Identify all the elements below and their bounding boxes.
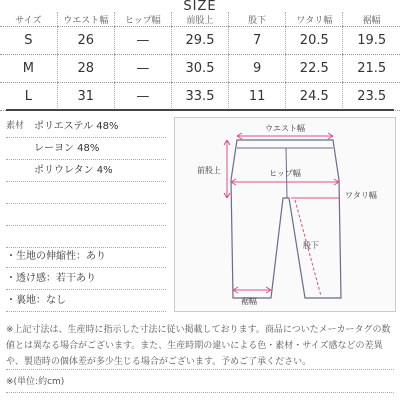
- measurement-diagram: [174, 117, 396, 312]
- front-rise-cell: 30.5: [171, 55, 228, 83]
- inseam-cell: 7: [229, 27, 286, 55]
- size-table: [0, 12, 400, 111]
- blank-row: [6, 182, 166, 204]
- note-sheer: ・透け感：若干あり: [6, 268, 166, 290]
- material-item: ポリエステル 48%: [34, 121, 119, 132]
- waist-cell: 26: [57, 27, 114, 55]
- note-lining: ・裏地：なし: [6, 290, 166, 312]
- waist-cell: 31: [57, 83, 114, 111]
- header-inseam: 股下: [229, 12, 286, 27]
- fabric-notes: [6, 246, 166, 312]
- front-rise-cell: 33.5: [171, 83, 228, 111]
- header-thigh: ワタリ幅: [286, 12, 343, 27]
- divider: [6, 369, 394, 371]
- thigh-cell: 20.5: [286, 27, 343, 55]
- material-panel: [6, 116, 166, 248]
- material-item: ポリウレタン 4%: [34, 165, 113, 176]
- inseam-label: 股下: [303, 241, 319, 250]
- inseam-cell: 9: [229, 55, 286, 83]
- blank-row: [6, 204, 166, 226]
- size-row-m: [0, 55, 400, 83]
- header-size: サイズ: [0, 12, 57, 27]
- material-row: [6, 116, 166, 138]
- unit-note: ※(単位:約cm): [6, 377, 65, 387]
- hip-cell: —: [114, 83, 171, 111]
- hip-label: ヒップ幅: [269, 169, 301, 178]
- hip-cell: —: [114, 55, 171, 83]
- size-table-header-row: [0, 12, 400, 27]
- material-row: [6, 138, 166, 160]
- header-hip: ヒップ幅: [114, 12, 171, 27]
- size-cell: S: [0, 27, 57, 55]
- material-item: レーヨン 48%: [34, 143, 100, 154]
- header-front-rise: 前股上: [171, 12, 228, 27]
- divider: [6, 392, 394, 394]
- inseam-cell: 11: [229, 83, 286, 111]
- pants-diagram: [175, 118, 395, 311]
- header-waist: ウエスト幅: [57, 12, 114, 27]
- waist-cell: 28: [57, 55, 114, 83]
- front-rise-label: 前股上: [197, 166, 221, 175]
- hem-cell: 23.5: [343, 83, 400, 111]
- hip-cell: —: [114, 27, 171, 55]
- size-row-l: [0, 83, 400, 111]
- front-rise-cell: 29.5: [171, 27, 228, 55]
- size-title: SIZE: [183, 0, 217, 14]
- thigh-cell: 22.5: [286, 55, 343, 83]
- hem-cell: 21.5: [343, 55, 400, 83]
- hem-cell: 19.5: [343, 27, 400, 55]
- hem-label: 裾幅: [241, 297, 257, 306]
- size-row-s: [0, 27, 400, 55]
- waist-label: ウエスト幅: [265, 124, 305, 133]
- blank-row: [6, 226, 166, 248]
- footnote: ※上記寸法は、生産時に指示した寸法に従い掲載しております。商品についたメーカータグの数値とは異なる場合がございます。また、生産時期の違いによる色・素材・サイズ感などの差異や、製造時の個体差が多少生じる場合がございます。予めご了承ください。: [6, 325, 391, 367]
- size-cell: M: [0, 55, 57, 83]
- note-stretch: ・生地の伸縮性：あり: [6, 246, 166, 268]
- thigh-label: ワタリ幅: [345, 191, 377, 200]
- table-bottom-rule: [6, 109, 394, 111]
- material-row: [6, 160, 166, 182]
- thigh-cell: 24.5: [286, 83, 343, 111]
- material-label: 素材: [6, 121, 25, 131]
- header-hem: 裾幅: [343, 12, 400, 27]
- size-cell: L: [0, 83, 57, 111]
